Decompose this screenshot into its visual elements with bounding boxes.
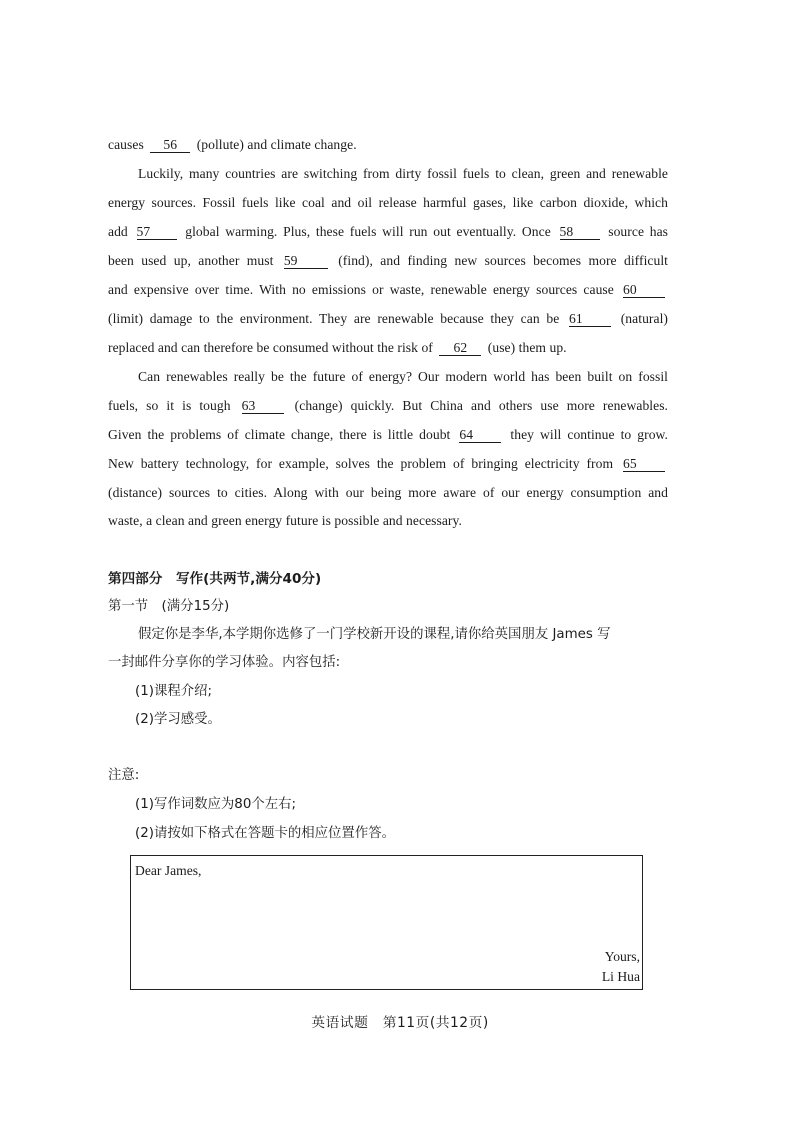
p3-line-4: New battery technology, for example, solves the problem of bringing electricity from 65: [108, 455, 668, 473]
p3-line-1: Can renewables really be the future of energy? Our modern world has been built on fossil: [138, 369, 668, 384]
prompt-line-1: 假定你是李华,本学期你选修了一门学校新开设的课程,请你给英国朋友 James 写: [138, 627, 611, 642]
p3-line-5: (distance) sources to cities. Along with our being more aware of our energy consumption and: [108, 485, 668, 500]
p3-line-6: waste, a clean and green energy future is possible and necessary.: [108, 513, 462, 528]
content-point-2: (2)学习感受。: [135, 712, 221, 727]
blank-64: 64: [459, 427, 501, 443]
blank-60: 60: [623, 282, 665, 298]
blank-59: 59: [284, 253, 328, 269]
letter-signature: Li Hua: [601, 969, 640, 984]
content-point-1: (1)课程介绍;: [135, 684, 213, 699]
blank-56: 56: [150, 137, 190, 153]
blank-58: 58: [560, 224, 600, 240]
p2-line-3: add 57 global warming. Plus, these fuels will run out eventually. Once 58 source has: [108, 224, 669, 239]
page-footer: 英语试题 第11页(共12页): [311, 1015, 489, 1031]
note-heading: 注意:: [108, 768, 140, 783]
p2-line-2: energy sources. Fossil fuels like coal and oil release harmful gases, like carbon dioxide, which: [108, 195, 668, 210]
p2-line-5: and expensive over time. With no emissions or waste, renewable energy sources cause 60: [108, 281, 668, 299]
blank-65: 65: [623, 456, 665, 472]
p3-line-2: fuels, so it is tough 63 (change) quickly. But China and others use more renewables.: [108, 398, 669, 413]
p2-line-1: Luckily, many countries are switching from dirty fossil fuels to clean, green and renewable: [138, 166, 668, 181]
passage-line-1: causes 56 (pollute) and climate change.: [108, 137, 357, 152]
section-one-heading: 第一节 (满分15分): [108, 599, 230, 614]
p2-line-4: been used up, another must 59 (find), and finding new sources becomes more difficult: [108, 253, 668, 268]
blank-57: 57: [137, 224, 177, 240]
letter-greeting: Dear James,: [135, 863, 202, 878]
p3-line-3: Given the problems of climate change, there is little doubt 64 they will continue to grow.: [108, 427, 668, 442]
blank-61: 61: [569, 311, 611, 327]
p2-line-7: replaced and can therefore be consumed without the risk of 62 (use) them up.: [108, 340, 567, 355]
part-four-heading: 第四部分 写作(共两节,满分40分): [108, 571, 322, 587]
blank-63: 63: [242, 398, 284, 414]
letter-closing: Yours,: [604, 949, 640, 964]
note-1: (1)写作词数应为80个左右;: [135, 797, 297, 812]
p2-line-6: (limit) damage to the environment. They are renewable because they can be 61 (natural): [108, 311, 668, 326]
prompt-line-2: 一封邮件分享你的学习体验。内容包括:: [108, 655, 341, 670]
letter-format-box: [130, 855, 643, 990]
note-2: (2)请按如下格式在答题卡的相应位置作答。: [135, 826, 395, 841]
blank-62: 62: [439, 340, 481, 356]
